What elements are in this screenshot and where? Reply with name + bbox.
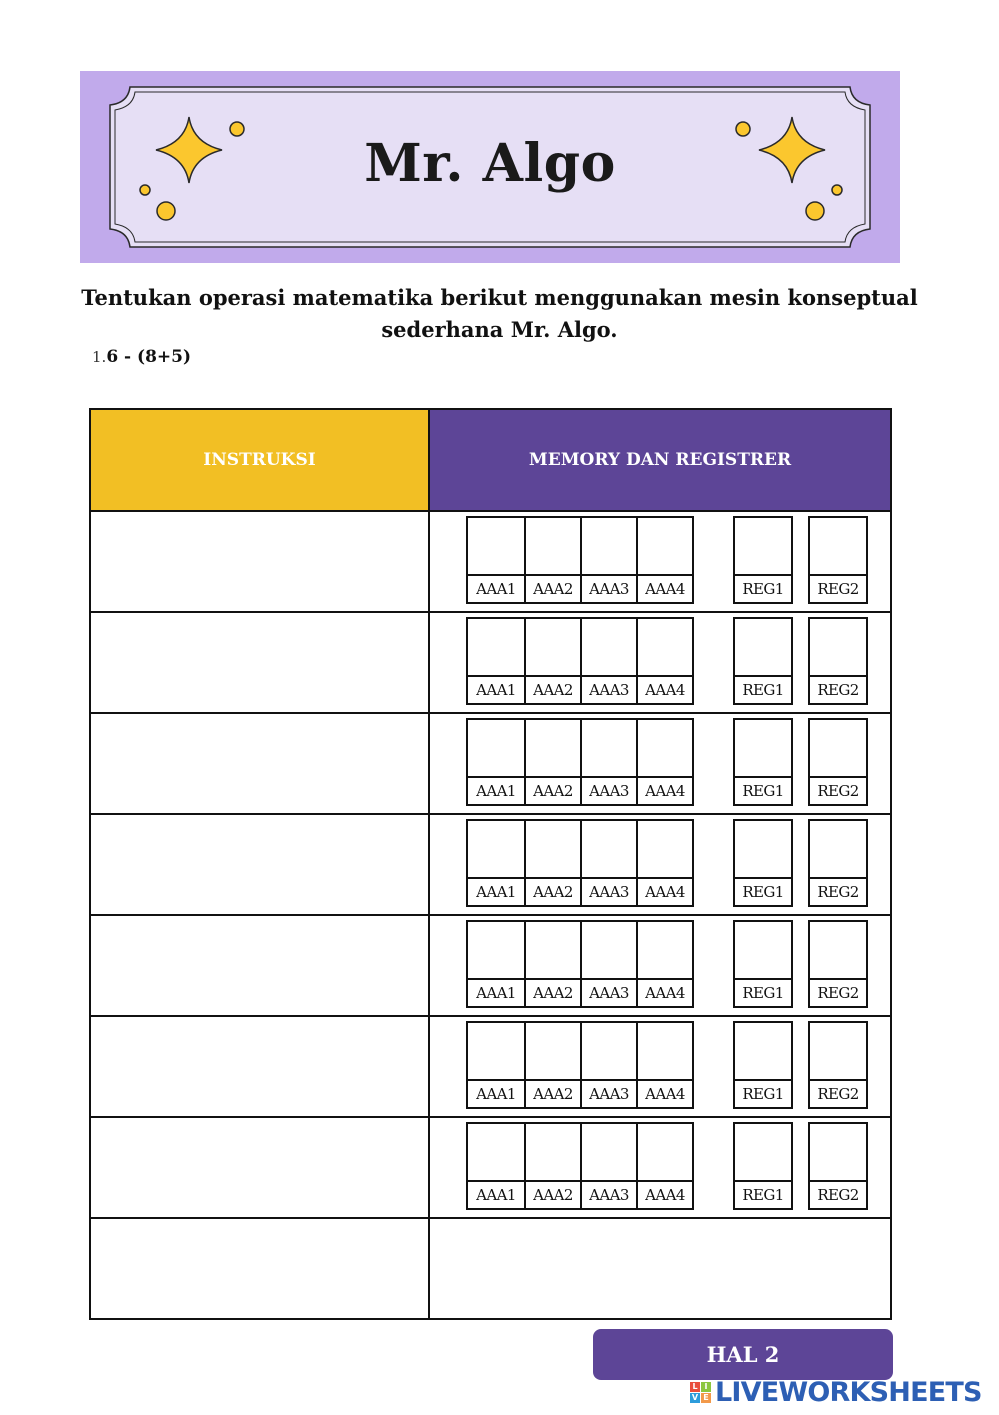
memory-slot-box[interactable] <box>582 1124 636 1182</box>
memory-slots <box>466 718 694 806</box>
memory-slot-box[interactable] <box>638 720 692 778</box>
memory-slot-box[interactable] <box>582 922 636 980</box>
register-cell[interactable] <box>735 922 791 1006</box>
register-box[interactable] <box>810 821 866 879</box>
memory-cell <box>429 511 891 612</box>
memory-slots <box>466 819 694 907</box>
memory-slot-label: AAA3 <box>589 1085 629 1103</box>
memory-slot-box[interactable] <box>638 1124 692 1182</box>
instruction-cell[interactable] <box>90 915 429 1016</box>
memory-slot-label: AAA2 <box>533 1085 573 1103</box>
register-box[interactable] <box>810 619 866 677</box>
instruction-cell[interactable] <box>90 713 429 814</box>
memory-slot-box[interactable] <box>526 518 580 576</box>
memory-slot-box[interactable] <box>468 1124 524 1182</box>
register-box[interactable] <box>735 619 791 677</box>
memory-slot-box[interactable] <box>526 720 580 778</box>
memory-slot-label: AAA2 <box>533 782 573 800</box>
register-cell[interactable] <box>810 1023 866 1107</box>
table-row <box>90 915 891 1016</box>
memory-slots <box>466 1021 694 1109</box>
memory-slot-label: AAA4 <box>645 1186 685 1204</box>
register-label: REG1 <box>742 984 784 1002</box>
instruction-cell[interactable] <box>90 612 429 713</box>
register-label: REG2 <box>817 1085 859 1103</box>
table-row <box>90 1016 891 1117</box>
register-box[interactable] <box>735 518 791 576</box>
memory-slot[interactable] <box>524 518 580 602</box>
instruction-cell[interactable] <box>90 1016 429 1117</box>
register-slot[interactable] <box>808 516 868 604</box>
liveworksheets-brand: LIVEWORKSHEETS <box>715 1377 982 1408</box>
register-cell[interactable] <box>810 1124 866 1208</box>
memory-slot[interactable] <box>524 1124 580 1208</box>
memory-slot-box[interactable] <box>468 720 524 778</box>
memory-slot-label: AAA4 <box>645 782 685 800</box>
memory-slot-box[interactable] <box>468 619 524 677</box>
instruction-cell[interactable] <box>90 814 429 915</box>
instruction-text: Tentukan operasi matematika berikut menggunakan mesin konseptual sederhana Mr. Algo. <box>81 285 918 342</box>
register-cell[interactable] <box>810 619 866 703</box>
memory-slot[interactable] <box>468 619 524 703</box>
memory-slot-label: AAA1 <box>476 984 516 1002</box>
table-row <box>90 511 891 612</box>
title-banner <box>80 71 900 263</box>
register-slot[interactable] <box>808 1122 868 1210</box>
problem-number: 1. <box>92 348 107 366</box>
register-cell[interactable] <box>810 922 866 1006</box>
memory-cell <box>429 814 891 915</box>
table-row <box>90 814 891 915</box>
memory-slot-box[interactable] <box>638 518 692 576</box>
register-box[interactable] <box>735 922 791 980</box>
table-row <box>90 713 891 814</box>
register-slot[interactable] <box>733 819 793 907</box>
register-cell[interactable] <box>810 821 866 905</box>
memory-cell <box>429 612 891 713</box>
memory-slot-label: AAA2 <box>533 580 573 598</box>
memory-slot[interactable] <box>468 518 524 602</box>
register-slot[interactable] <box>733 516 793 604</box>
register-slot[interactable] <box>808 819 868 907</box>
register-slot[interactable] <box>733 718 793 806</box>
register-label: REG2 <box>817 782 859 800</box>
memory-slot-label: AAA1 <box>476 782 516 800</box>
memory-slot-label: AAA3 <box>589 580 629 598</box>
memory-slot-box[interactable] <box>582 821 636 879</box>
memory-slot[interactable] <box>468 1023 524 1107</box>
memory-cell <box>429 1016 891 1117</box>
memory-slot[interactable] <box>524 720 580 804</box>
instruction-cell[interactable] <box>90 1117 429 1218</box>
register-slot[interactable] <box>733 1122 793 1210</box>
register-label: REG1 <box>742 580 784 598</box>
problem-expression: 6 - (8+5) <box>106 347 192 367</box>
memory-slot[interactable] <box>636 518 692 602</box>
register-cell[interactable] <box>810 518 866 602</box>
memory-slot-box[interactable] <box>638 1023 692 1081</box>
memory-slot-label: AAA1 <box>476 580 516 598</box>
register-slot[interactable] <box>733 617 793 705</box>
memory-slot-box[interactable] <box>582 720 636 778</box>
memory-slots <box>466 516 694 604</box>
memory-slot-box[interactable] <box>526 821 580 879</box>
memory-slot-box[interactable] <box>468 1023 524 1081</box>
register-label: REG1 <box>742 1085 784 1103</box>
memory-slot-box[interactable] <box>638 922 692 980</box>
memory-slot-label: AAA4 <box>645 984 685 1002</box>
table-row <box>90 612 891 713</box>
table-row <box>90 1117 891 1218</box>
register-label: REG2 <box>817 984 859 1002</box>
memory-slot[interactable] <box>580 821 636 905</box>
memory-slots <box>466 920 694 1008</box>
memory-slot-box[interactable] <box>582 1023 636 1081</box>
register-slot[interactable] <box>808 1021 868 1109</box>
memory-slot[interactable] <box>580 1124 636 1208</box>
memory-slot-box[interactable] <box>526 619 580 677</box>
memory-slot[interactable] <box>524 1023 580 1107</box>
register-cell[interactable] <box>735 1124 791 1208</box>
memory-slot-label: AAA2 <box>533 1186 573 1204</box>
memory-slot[interactable] <box>636 720 692 804</box>
register-slot[interactable] <box>733 920 793 1008</box>
liveworksheets-logo <box>690 1377 982 1408</box>
memory-slot[interactable] <box>580 518 636 602</box>
memory-slot-label: AAA1 <box>476 681 516 699</box>
memory-slot-label: AAA3 <box>589 883 629 901</box>
register-label: REG2 <box>817 580 859 598</box>
memory-slot[interactable] <box>636 821 692 905</box>
memory-slot-box[interactable] <box>526 1023 580 1081</box>
memory-slot-box[interactable] <box>582 518 636 576</box>
memory-slot-box[interactable] <box>468 821 524 879</box>
banner-title: Mr. Algo <box>364 133 616 194</box>
memory-slot-label: AAA1 <box>476 1186 516 1204</box>
memory-slot-label: AAA4 <box>645 580 685 598</box>
problem-statement <box>92 347 191 367</box>
memory-cell <box>429 1117 891 1218</box>
register-label: REG1 <box>742 883 784 901</box>
memory-slot-label: AAA3 <box>589 1186 629 1204</box>
instruction-cell[interactable] <box>90 511 429 612</box>
memory-cell <box>429 1218 891 1319</box>
table-body <box>90 511 891 1319</box>
memory-slot[interactable] <box>636 922 692 1006</box>
memory-slot-label: AAA1 <box>476 883 516 901</box>
instruction-cell[interactable] <box>90 1218 429 1319</box>
memory-slot-label: AAA1 <box>476 1085 516 1103</box>
liveworksheets-icon: L I V E <box>690 1382 711 1403</box>
register-box[interactable] <box>810 922 866 980</box>
memory-slot-label: AAA4 <box>645 883 685 901</box>
header-instruksi: INSTRUKSI <box>90 409 429 511</box>
memory-slot[interactable] <box>468 720 524 804</box>
header-memory-registrer: MEMORY DAN REGISTRER <box>429 409 891 511</box>
memory-slot-box[interactable] <box>526 1124 580 1182</box>
register-slot[interactable] <box>733 1021 793 1109</box>
register-label: REG2 <box>817 1186 859 1204</box>
register-slot[interactable] <box>808 718 868 806</box>
memory-cell <box>429 915 891 1016</box>
algo-table <box>89 408 892 1320</box>
memory-slot[interactable] <box>524 922 580 1006</box>
memory-slot-label: AAA3 <box>589 681 629 699</box>
memory-slot[interactable] <box>580 1023 636 1107</box>
register-label: REG1 <box>742 1186 784 1204</box>
memory-slot[interactable] <box>636 619 692 703</box>
register-cell[interactable] <box>810 720 866 804</box>
memory-slot[interactable] <box>524 821 580 905</box>
memory-slot-label: AAA3 <box>589 782 629 800</box>
register-box[interactable] <box>810 1124 866 1182</box>
memory-slots <box>466 1122 694 1210</box>
register-box[interactable] <box>810 518 866 576</box>
memory-slot-box[interactable] <box>468 922 524 980</box>
register-cell[interactable] <box>735 1023 791 1107</box>
register-slot[interactable] <box>808 920 868 1008</box>
register-label: REG1 <box>742 681 784 699</box>
memory-slot[interactable] <box>468 922 524 1006</box>
memory-slot[interactable] <box>580 619 636 703</box>
memory-slot[interactable] <box>580 720 636 804</box>
memory-slot-label: AAA2 <box>533 883 573 901</box>
memory-slot-box[interactable] <box>526 922 580 980</box>
memory-slot[interactable] <box>636 1124 692 1208</box>
memory-slot[interactable] <box>468 1124 524 1208</box>
memory-slot[interactable] <box>468 821 524 905</box>
memory-slot[interactable] <box>580 922 636 1006</box>
register-box[interactable] <box>810 720 866 778</box>
register-label: REG2 <box>817 681 859 699</box>
memory-slots <box>466 617 694 705</box>
memory-slot-box[interactable] <box>638 821 692 879</box>
register-cell[interactable] <box>735 821 791 905</box>
memory-slot-box[interactable] <box>468 518 524 576</box>
register-label: REG1 <box>742 782 784 800</box>
memory-slot-label: AAA4 <box>645 1085 685 1103</box>
page-number-badge: HAL 2 <box>593 1329 893 1380</box>
memory-cell <box>429 713 891 814</box>
register-cell[interactable] <box>735 720 791 804</box>
register-box[interactable] <box>810 1023 866 1081</box>
register-cell[interactable] <box>735 518 791 602</box>
register-slot[interactable] <box>808 617 868 705</box>
table-row <box>90 1218 891 1319</box>
memory-slot-box[interactable] <box>638 619 692 677</box>
memory-slot-label: AAA4 <box>645 681 685 699</box>
register-box[interactable] <box>735 1124 791 1182</box>
memory-slot[interactable] <box>524 619 580 703</box>
memory-slot-box[interactable] <box>582 619 636 677</box>
memory-slot-label: AAA2 <box>533 681 573 699</box>
register-box[interactable] <box>735 1023 791 1081</box>
register-label: REG2 <box>817 883 859 901</box>
register-box[interactable] <box>735 720 791 778</box>
memory-slot-label: AAA2 <box>533 984 573 1002</box>
memory-slot[interactable] <box>636 1023 692 1107</box>
register-cell[interactable] <box>735 619 791 703</box>
register-box[interactable] <box>735 821 791 879</box>
memory-slot-label: AAA3 <box>589 984 629 1002</box>
